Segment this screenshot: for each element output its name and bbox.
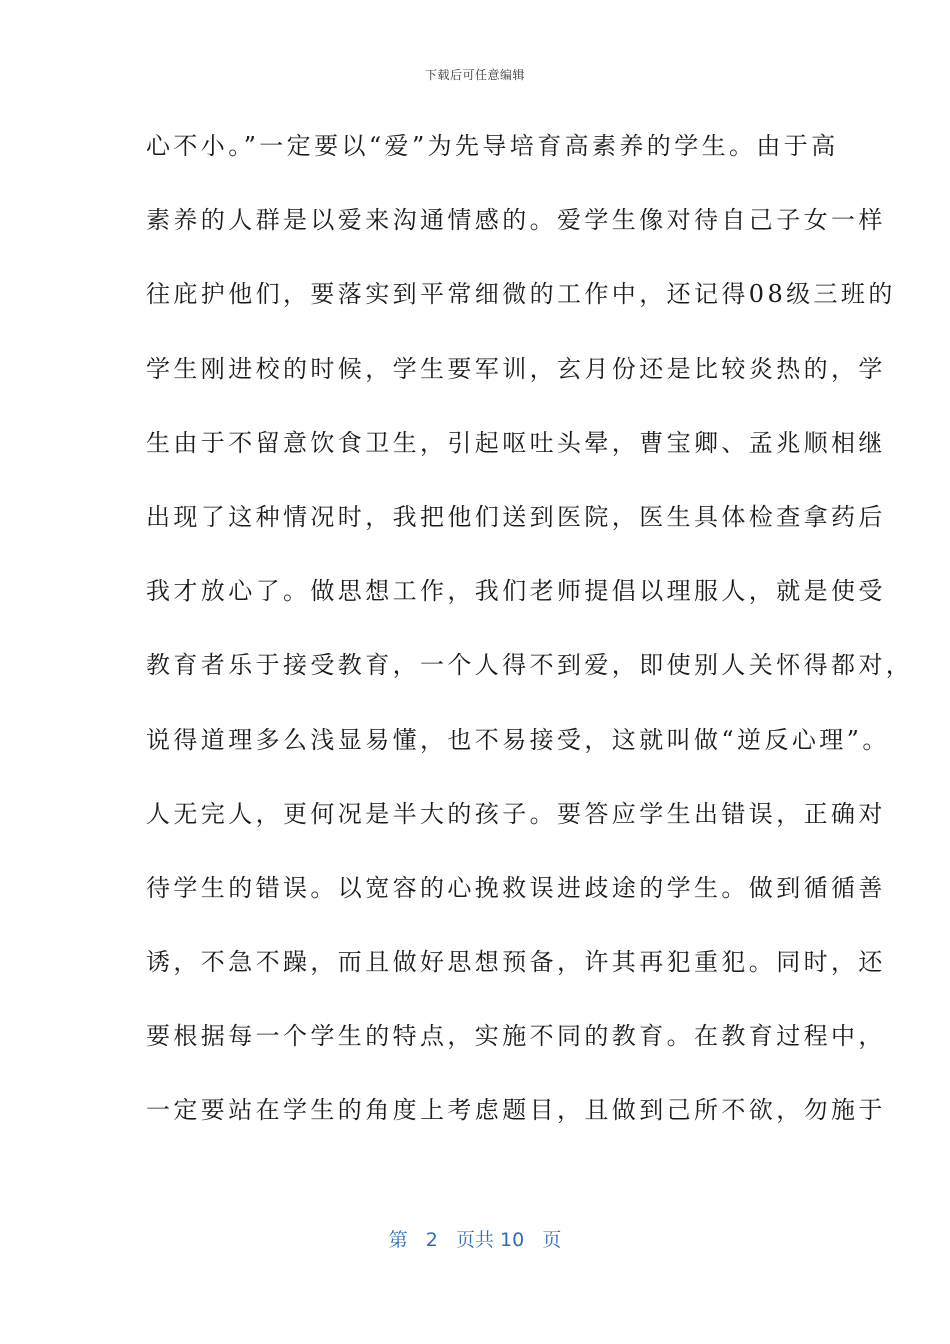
text-line: 出现了这种情况时，我把他们送到医院，医生具体检查拿药后	[146, 502, 886, 531]
total-pages-number: 10	[500, 1229, 525, 1251]
text-line: 学生刚进校的时候，学生要军训，玄月份还是比较炎热的，学	[146, 354, 886, 383]
header-note: 下载后可任意编辑	[424, 68, 525, 82]
text-line: 说得道理多么浅显易懂，也不易接受，这就叫做“逆反心理”。	[146, 725, 890, 754]
footer-middle: 页共	[455, 1229, 494, 1251]
text-line: 要根据每一个学生的特点，实施不同的教育。在教育过程中，	[146, 1022, 886, 1051]
page-number-footer	[0, 1225, 950, 1252]
text-line: 生由于不留意饮食卫生，引起呕吐头晕，曹宝卿、孟兆顺相继	[146, 428, 886, 457]
text-line: 一定要站在学生的角度上考虑题目，且做到己所不欲，勿施于	[146, 1096, 886, 1125]
footer-suffix: 页	[542, 1229, 562, 1251]
current-page-number: 2	[425, 1229, 438, 1251]
text-line: 诱，不急不躁，而且做好思想预备，许其再犯重犯。同时，还	[146, 948, 886, 977]
text-line: 我才放心了。做思想工作，我们老师提倡以理服人，就是使受	[146, 577, 886, 606]
document-body	[146, 116, 914, 1155]
text-line: 待学生的错误。以宽容的心挽救误进歧途的学生。做到循循善	[146, 873, 886, 902]
text-line: 心不小。”一定要以“爱”为先导培育高素养的学生。由于高	[146, 132, 839, 160]
footer-prefix: 第	[388, 1229, 408, 1251]
text-line: 素养的人群是以爱来沟通情感的。爱学生像对待自己子女一样	[146, 206, 886, 235]
text-line: 教育者乐于接受教育，一个人得不到爱，即使别人关怀得都对，	[146, 651, 914, 680]
text-line: 往庇护他们，要落实到平常细微的工作中，还记得08级三班的	[146, 280, 896, 309]
text-line: 人无完人，更何况是半大的孩子。要答应学生出错误，正确对	[146, 799, 886, 828]
